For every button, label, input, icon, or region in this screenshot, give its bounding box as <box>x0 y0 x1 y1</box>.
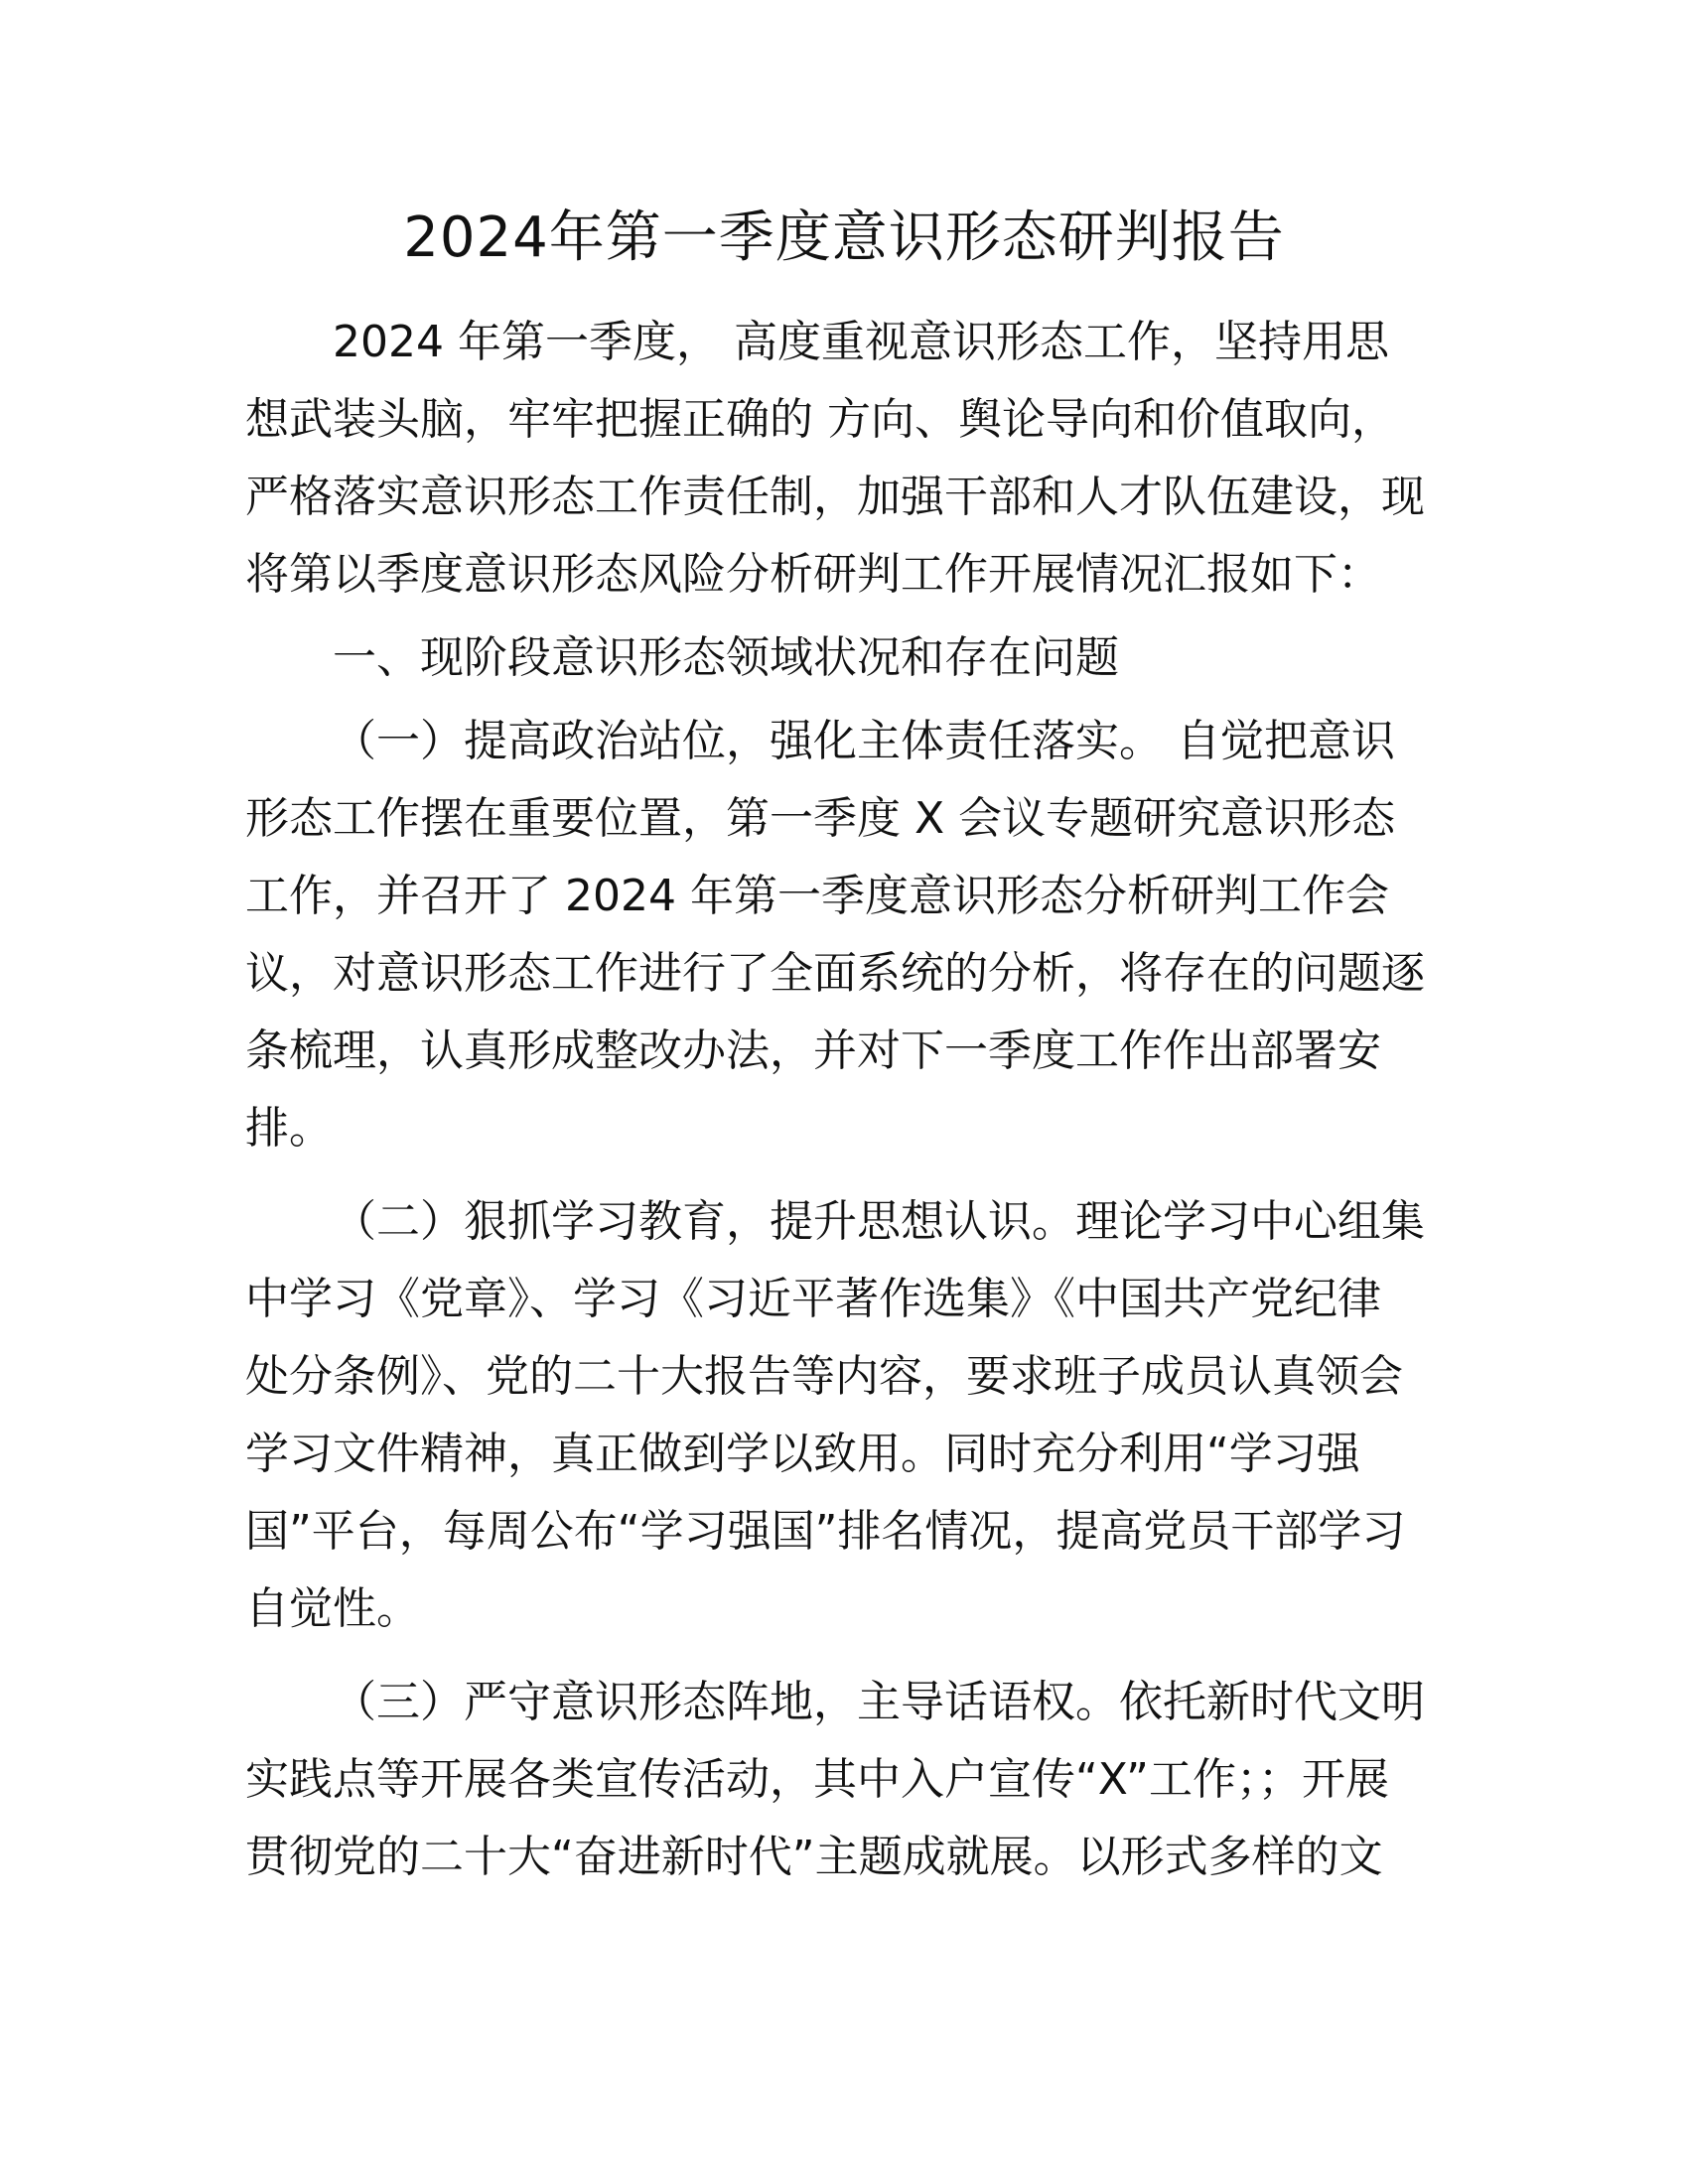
intro-line: 严格落实意识形态工作责任制，加强干部和人才队伍建设，现 <box>245 472 1425 522</box>
paragraph-line: 自觉性。 <box>245 1583 420 1634</box>
paragraph-line: 国”平台，每周公布“学习强国”排名情况，提高党员干部学习 <box>245 1506 1406 1557</box>
paragraph-line: 条梳理，认真形成整改办法，并对下一季度工作作出部署安 <box>245 1025 1381 1076</box>
document-body <box>245 304 1437 1896</box>
paragraph-line: 中学习《党章》、学习《习近平著作选集》《中国共产党纪律 <box>245 1274 1381 1324</box>
paragraph-line: 处分条例》、党的二十大报告等内容，要求班子成员认真领会 <box>245 1351 1403 1402</box>
paragraph-line: 工作，并召开了 2024 年第一季度意识形态分析研判工作会 <box>245 871 1389 921</box>
paragraph-line: 实践点等开展各类宣传活动，其中入户宣传“X”工作；；开展 <box>245 1754 1389 1805</box>
paragraph-line: 排。 <box>245 1103 333 1154</box>
intro-line: 2024 年第一季度， 高度重视意识形态工作，坚持用思 <box>333 317 1389 367</box>
paragraph-line: 贯彻党的二十大“奋进新时代”主题成就展。以形式多样的文 <box>245 1832 1383 1882</box>
paragraph-line: 学习文件精神，真正做到学以致用。同时充分利用“学习强 <box>245 1429 1360 1479</box>
paragraph-line: 形态工作摆在重要位置，第一季度 X 会议专题研究意识形态 <box>245 793 1396 844</box>
paragraph-line: （一）提高政治站位，强化主体责任落实。 自觉把意识 <box>333 716 1395 766</box>
intro-line: 想武装头脑，牢牢把握正确的 方向、舆论导向和价值取向， <box>245 394 1395 445</box>
section-heading: 一、现阶段意识形态领域状况和存在问题 <box>333 632 1119 683</box>
paragraph-line: （二）狠抓学习教育，提升思想认识。理论学习中心组集 <box>333 1196 1425 1247</box>
paragraph-line: 议，对意识形态工作进行了全面系统的分析，将存在的问题逐 <box>245 948 1425 999</box>
intro-line: 将第以季度意识形态风险分析研判工作开展情况汇报如下： <box>245 549 1381 600</box>
document-title: 2024年第一季度意识形态研判报告 <box>403 205 1285 270</box>
paragraph-line: （三）严守意识形态阵地，主导话语权。依托新时代文明 <box>333 1677 1425 1727</box>
